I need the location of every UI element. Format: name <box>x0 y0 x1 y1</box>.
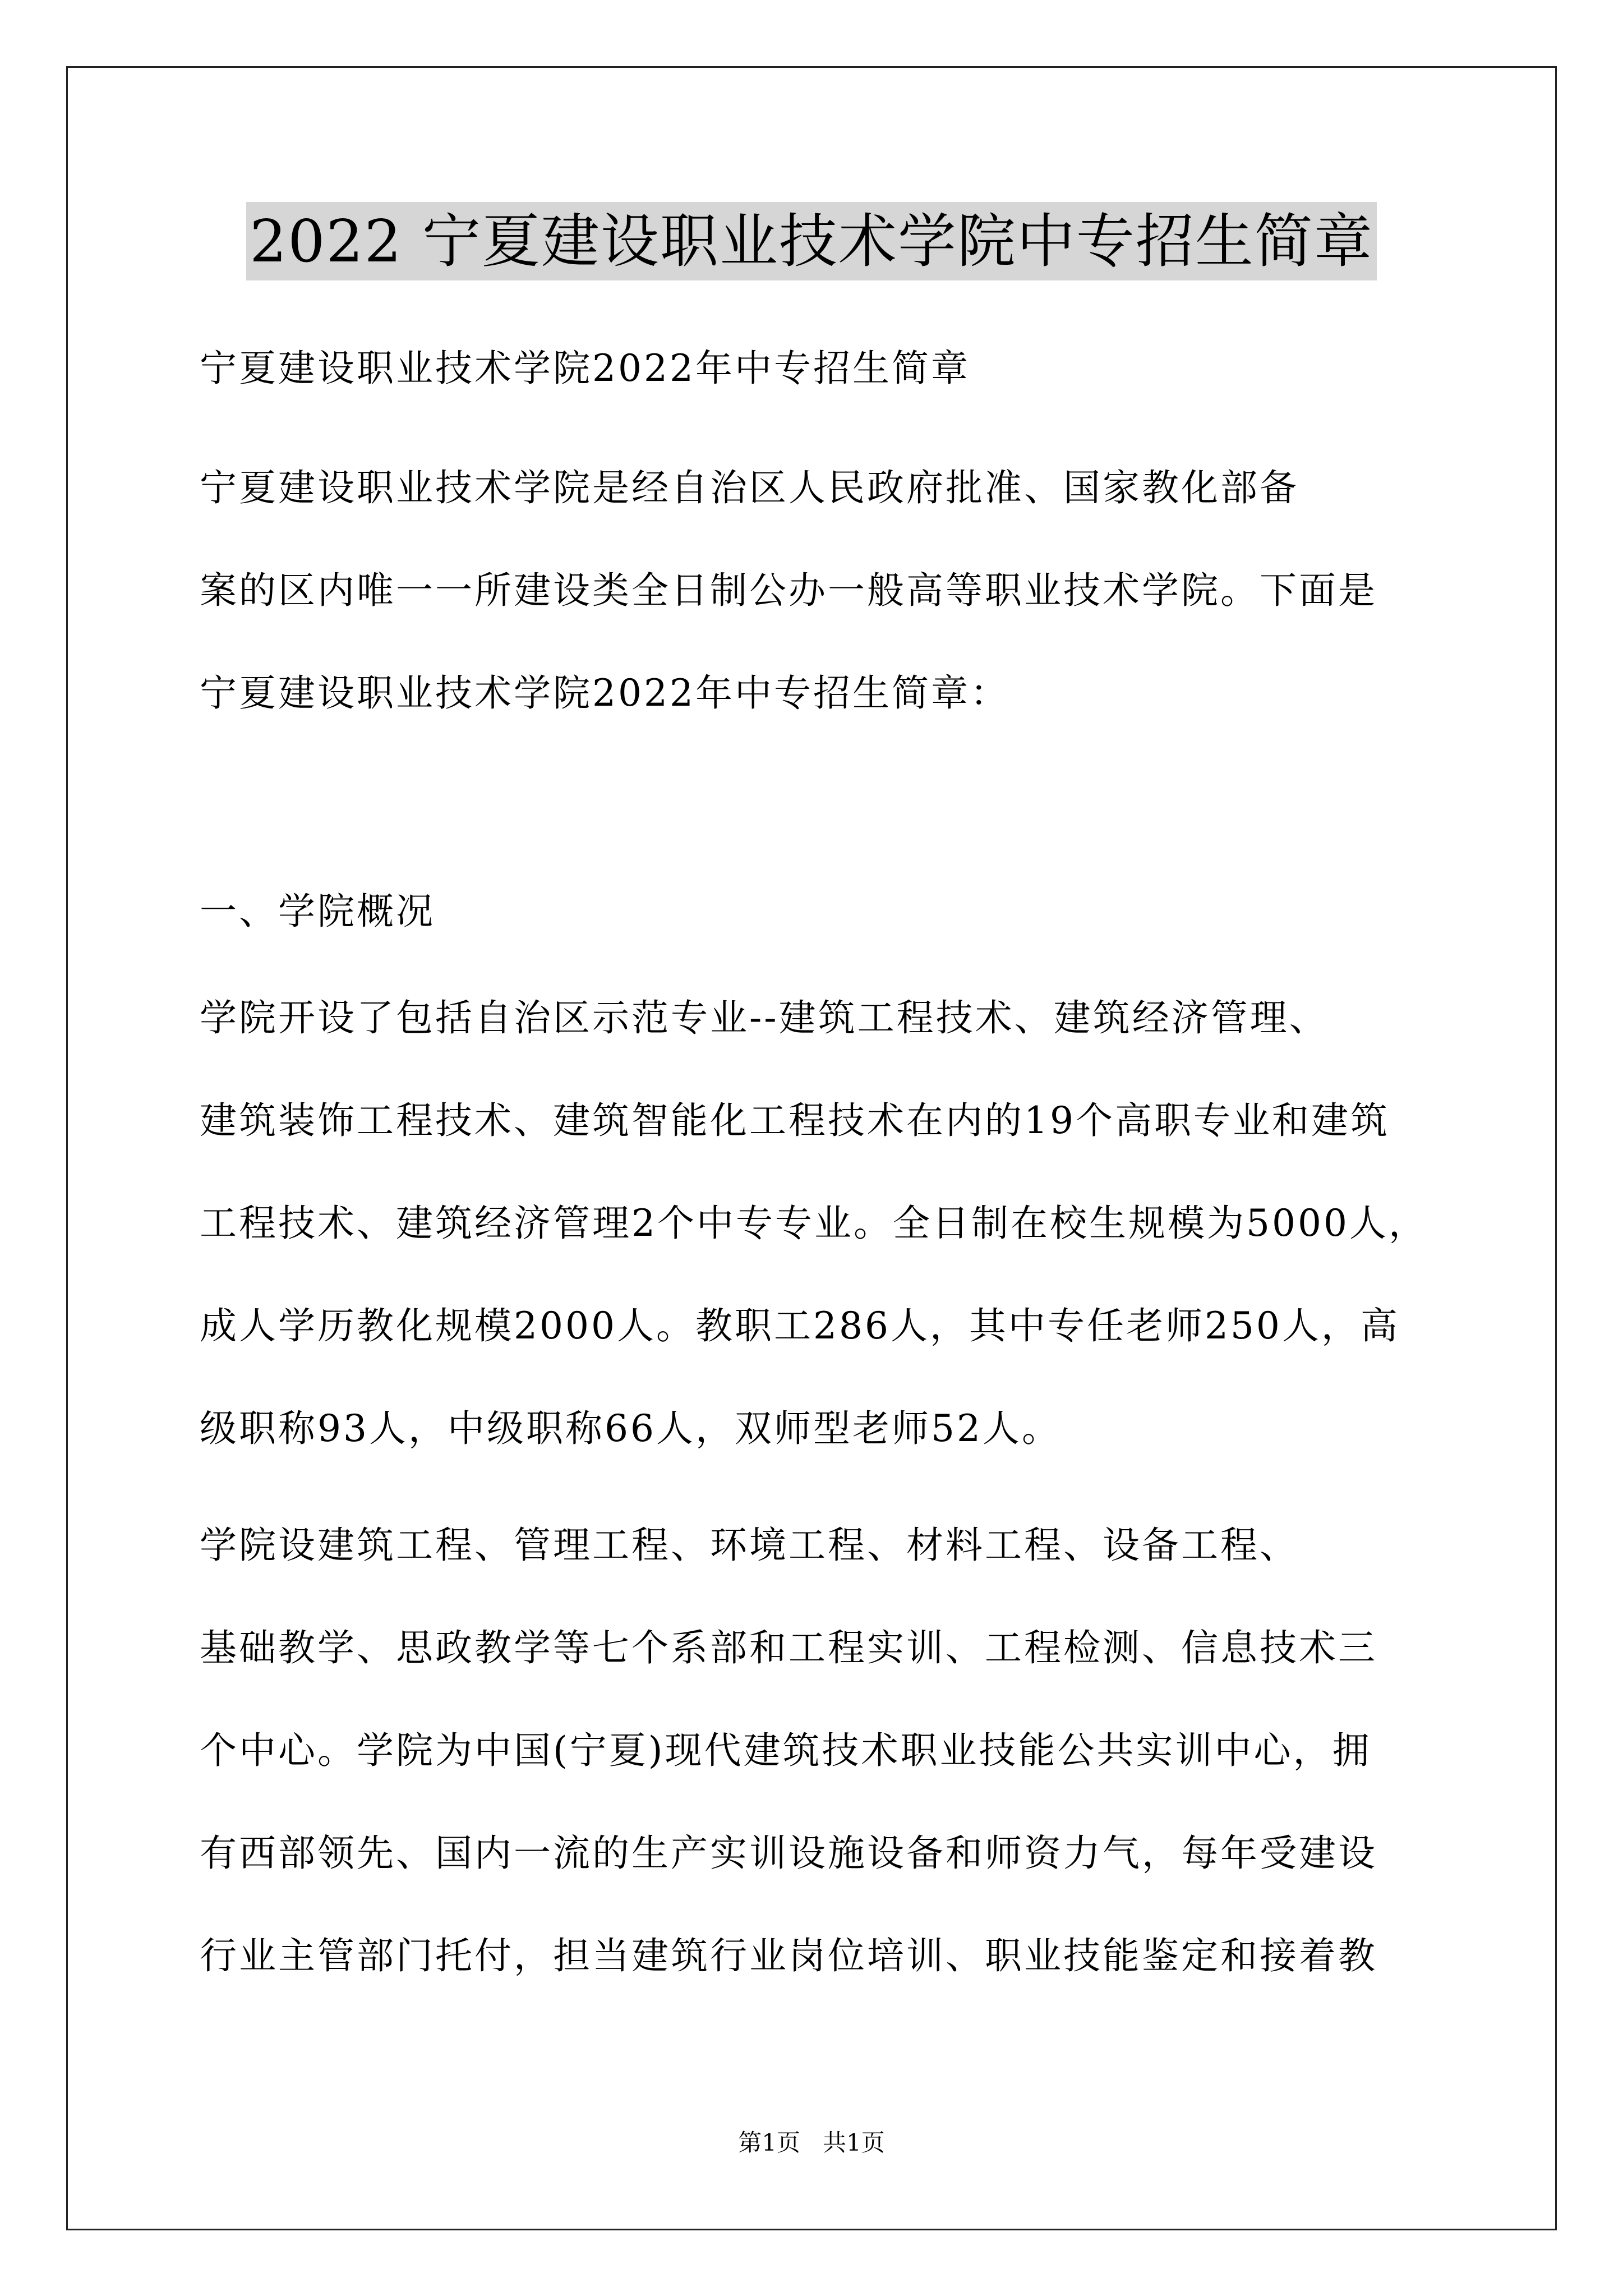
title-block <box>0 202 1623 280</box>
departments-line-4: 有西部领先、国内一流的生产实训设施设备和师资力气，每年受建设 <box>200 1832 1377 1875</box>
page-footer: 第1页 共1页 <box>738 2129 885 2156</box>
departments-line-1: 学院设建筑工程、管理工程、环境工程、材料工程、设备工程、 <box>200 1524 1299 1567</box>
intro-line-2: 案的区内唯一一所建设类全日制公办一般高等职业技术学院。下面是 <box>200 569 1377 612</box>
subtitle-line: 宁夏建设职业技术学院2022年中专招生简章 <box>200 347 970 390</box>
departments-line-5: 行业主管部门托付，担当建筑行业岗位培训、职业技能鉴定和接着教 <box>200 1934 1377 1977</box>
intro-line-3: 宁夏建设职业技术学院2022年中专招生简章： <box>200 671 1009 715</box>
overview-line-1: 学院开设了包括自治区示范专业--建筑工程技术、建筑经济管理、 <box>200 996 1329 1039</box>
document-title: 2022 宁夏建设职业技术学院中专招生简章 <box>246 202 1377 280</box>
overview-line-5: 级职称93人，中级职称66人，双师型老师52人。 <box>200 1407 1061 1450</box>
overview-line-2: 建筑装饰工程技术、建筑智能化工程技术在内的19个高职专业和建筑 <box>200 1099 1390 1142</box>
departments-line-3: 个中心。学院为中国(宁夏)现代建筑技术职业技能公共实训中心，拥 <box>200 1729 1372 1772</box>
intro-line-1: 宁夏建设职业技术学院是经自治区人民政府批准、国家教化部备 <box>200 466 1299 509</box>
departments-line-2: 基础教学、思政教学等七个系部和工程实训、工程检测、信息技术三 <box>200 1626 1377 1669</box>
overview-line-3: 工程技术、建筑经济管理2个中专专业。全日制在校生规模为5000人， <box>200 1202 1428 1245</box>
section-heading: 一、学院概况 <box>200 890 435 933</box>
overview-line-4: 成人学历教化规模2000人。教职工286人，其中专任老师250人，高 <box>200 1304 1400 1347</box>
